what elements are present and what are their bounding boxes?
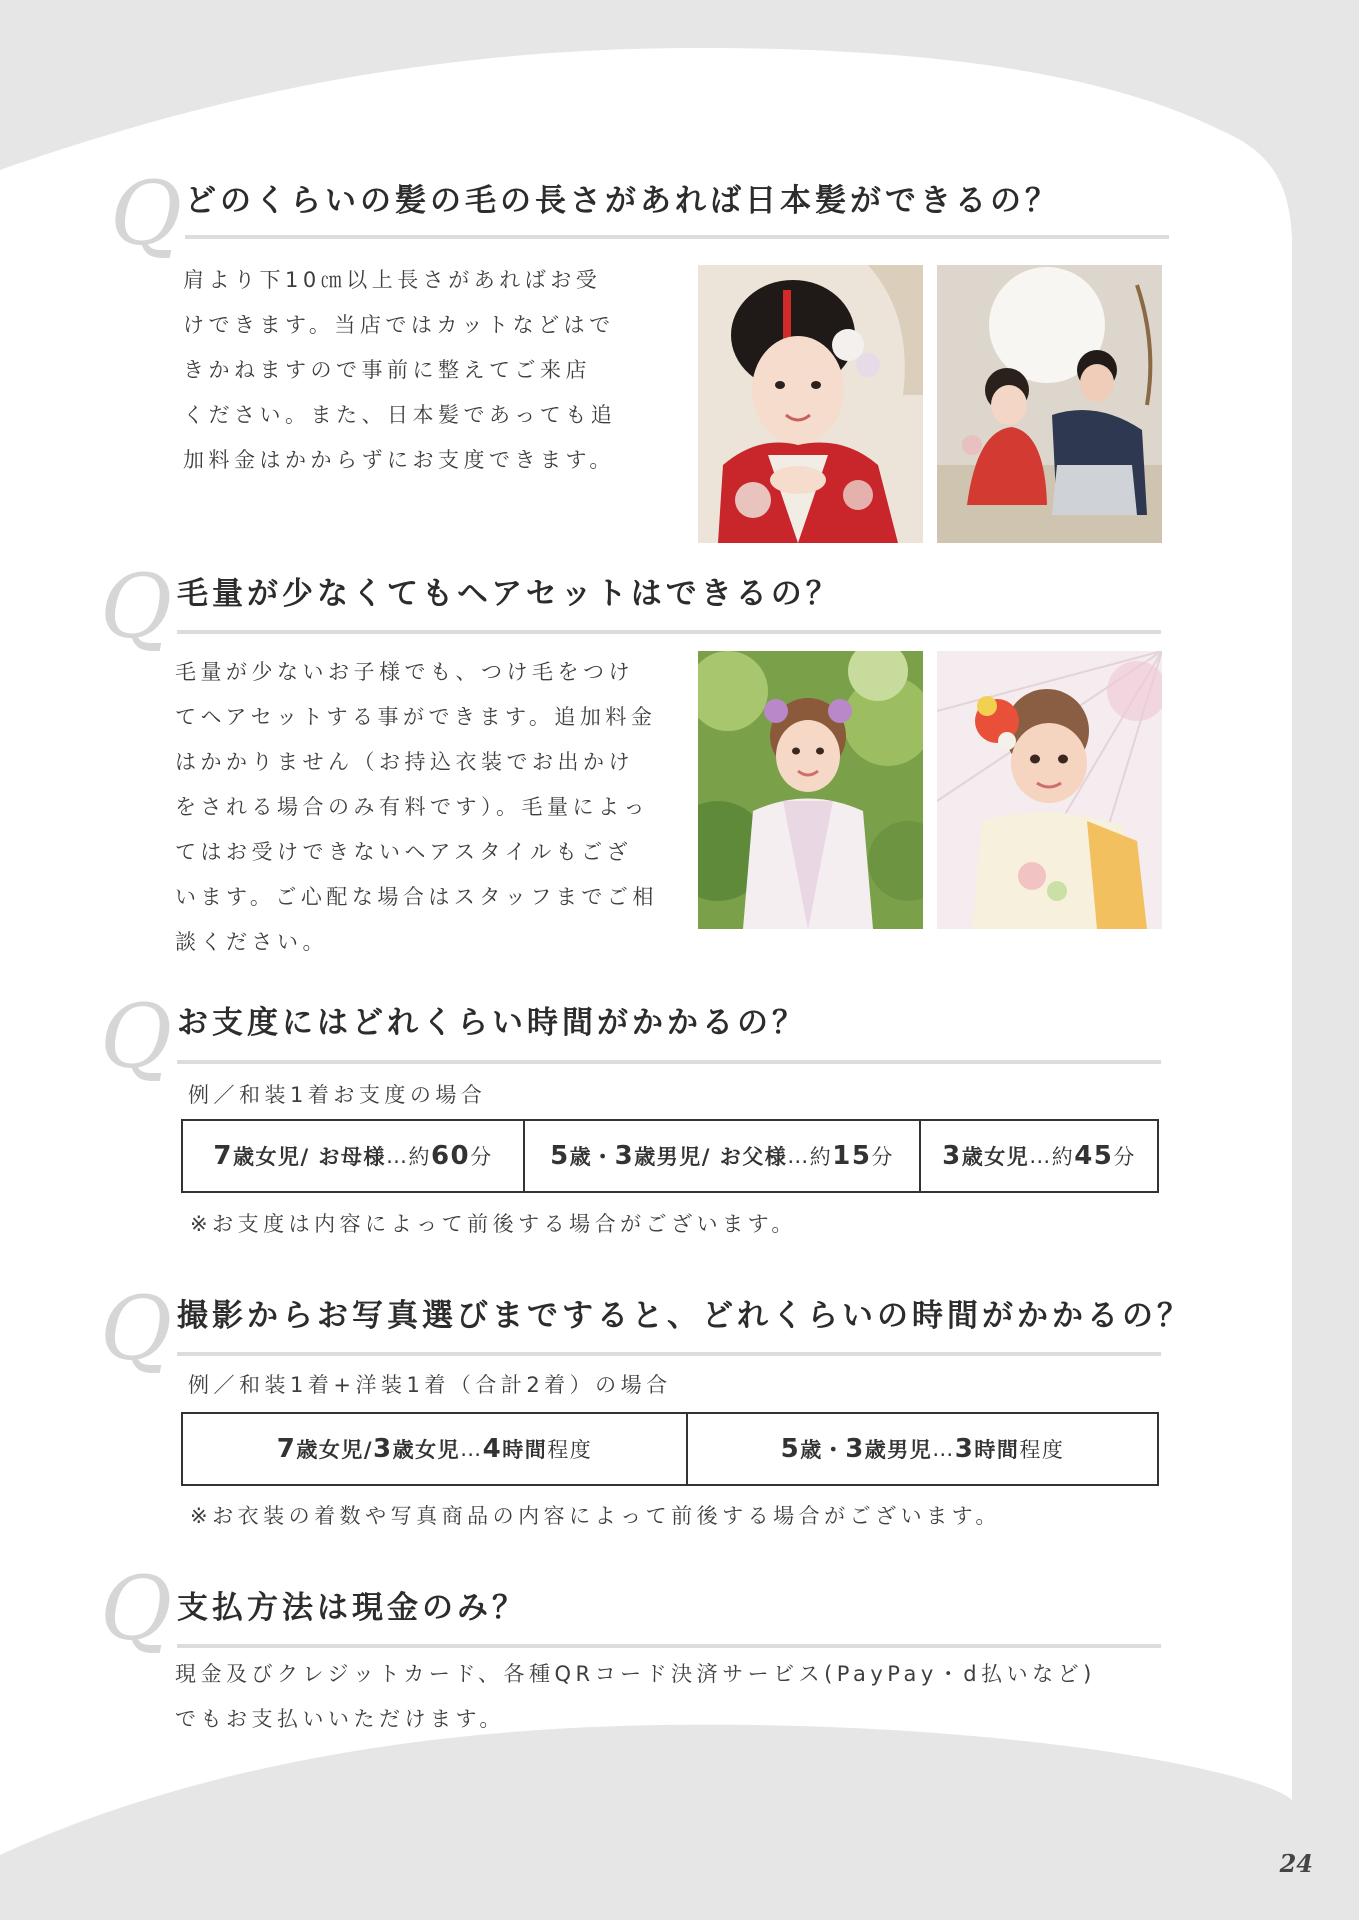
page-number: 24 <box>1279 1849 1313 1878</box>
q-mark-icon: Q <box>100 555 173 658</box>
photo-siblings-kimono <box>937 265 1162 543</box>
answer-text-5: 現金及びクレジットカード、各種QRコード決済サービス(PayPay・d払いなど) でもお支払いいただけます。 <box>175 1662 1096 1731</box>
question-title-5: 支払方法は現金のみ？ <box>177 1590 527 1626</box>
note-4: ※お衣装の着数や写真商品の内容によって前後する場合がございます。 <box>190 1504 1001 1528</box>
divider-3 <box>177 1060 1161 1064</box>
prep-time-cell: 3 歳女児 … 約 45 分 <box>919 1121 1157 1191</box>
prep-time-table <box>181 1119 1159 1193</box>
note-3: ※お支度は内容によって前後する場合がございます。 <box>190 1212 797 1236</box>
q-mark-icon: Q <box>100 1277 173 1380</box>
photo-girl-garden <box>698 651 923 929</box>
divider-5 <box>177 1644 1161 1648</box>
session-time-table <box>181 1412 1159 1486</box>
q-mark-icon: Q <box>100 985 173 1088</box>
session-time-cell: 5 歳・ 3 歳男児 … 3 時間 程度 <box>686 1414 1157 1484</box>
question-title-1: どのくらいの髪の毛の長さがあれば日本髪ができるの？ <box>185 183 1060 219</box>
photo-toddler-parasol <box>937 651 1162 929</box>
q-mark-icon: Q <box>100 1557 173 1660</box>
divider-2 <box>177 630 1161 634</box>
question-title-2: 毛量が少なくてもヘアセットはできるの？ <box>177 576 841 612</box>
divider-1 <box>185 235 1169 239</box>
example-label-3: 例／和装1着お支度の場合 <box>188 1083 487 1107</box>
session-time-cell: 7 歳女児/ 3 歳女児 … 4 時間 程度 <box>276 1434 593 1464</box>
question-title-4: 撮影からお写真選びまですると、どれくらいの時間がかかるの？ <box>177 1298 1192 1334</box>
photo-girl-red-kimono <box>698 265 923 543</box>
divider-4 <box>177 1352 1161 1356</box>
answer-text-2: 毛量が少ないお子様でも、つけ毛をつけ てヘアセットする事ができます。追加料金 はかかりません（お持込衣装でお出かけ をされる場合のみ有料です）。毛量によっ てはお受けできないヘアスタイルもござ います。ご心配な場合はスタッフまでご相 談ください。 <box>175 660 658 954</box>
example-label-4: 例／和装1着+洋装1着（合計2着）の場合 <box>188 1373 672 1397</box>
prep-time-cell: 5 歳・ 3 歳男児/ お父様 … 約 15 分 <box>523 1121 919 1191</box>
question-title-3: お支度にはどれくらい時間がかかるの？ <box>177 1005 807 1041</box>
prep-time-cell: 7 歳女児/ お母様 … 約 60 分 <box>213 1141 493 1171</box>
answer-text-1: 肩より下10㎝以上長さがあればお受 けできます。当店ではカットなどはで きかねますので事前に整えてご来店 ください。また、日本髪であっても追 加料金はかからずにお支度できます。 <box>183 268 617 472</box>
q-mark-icon: Q <box>110 162 183 265</box>
